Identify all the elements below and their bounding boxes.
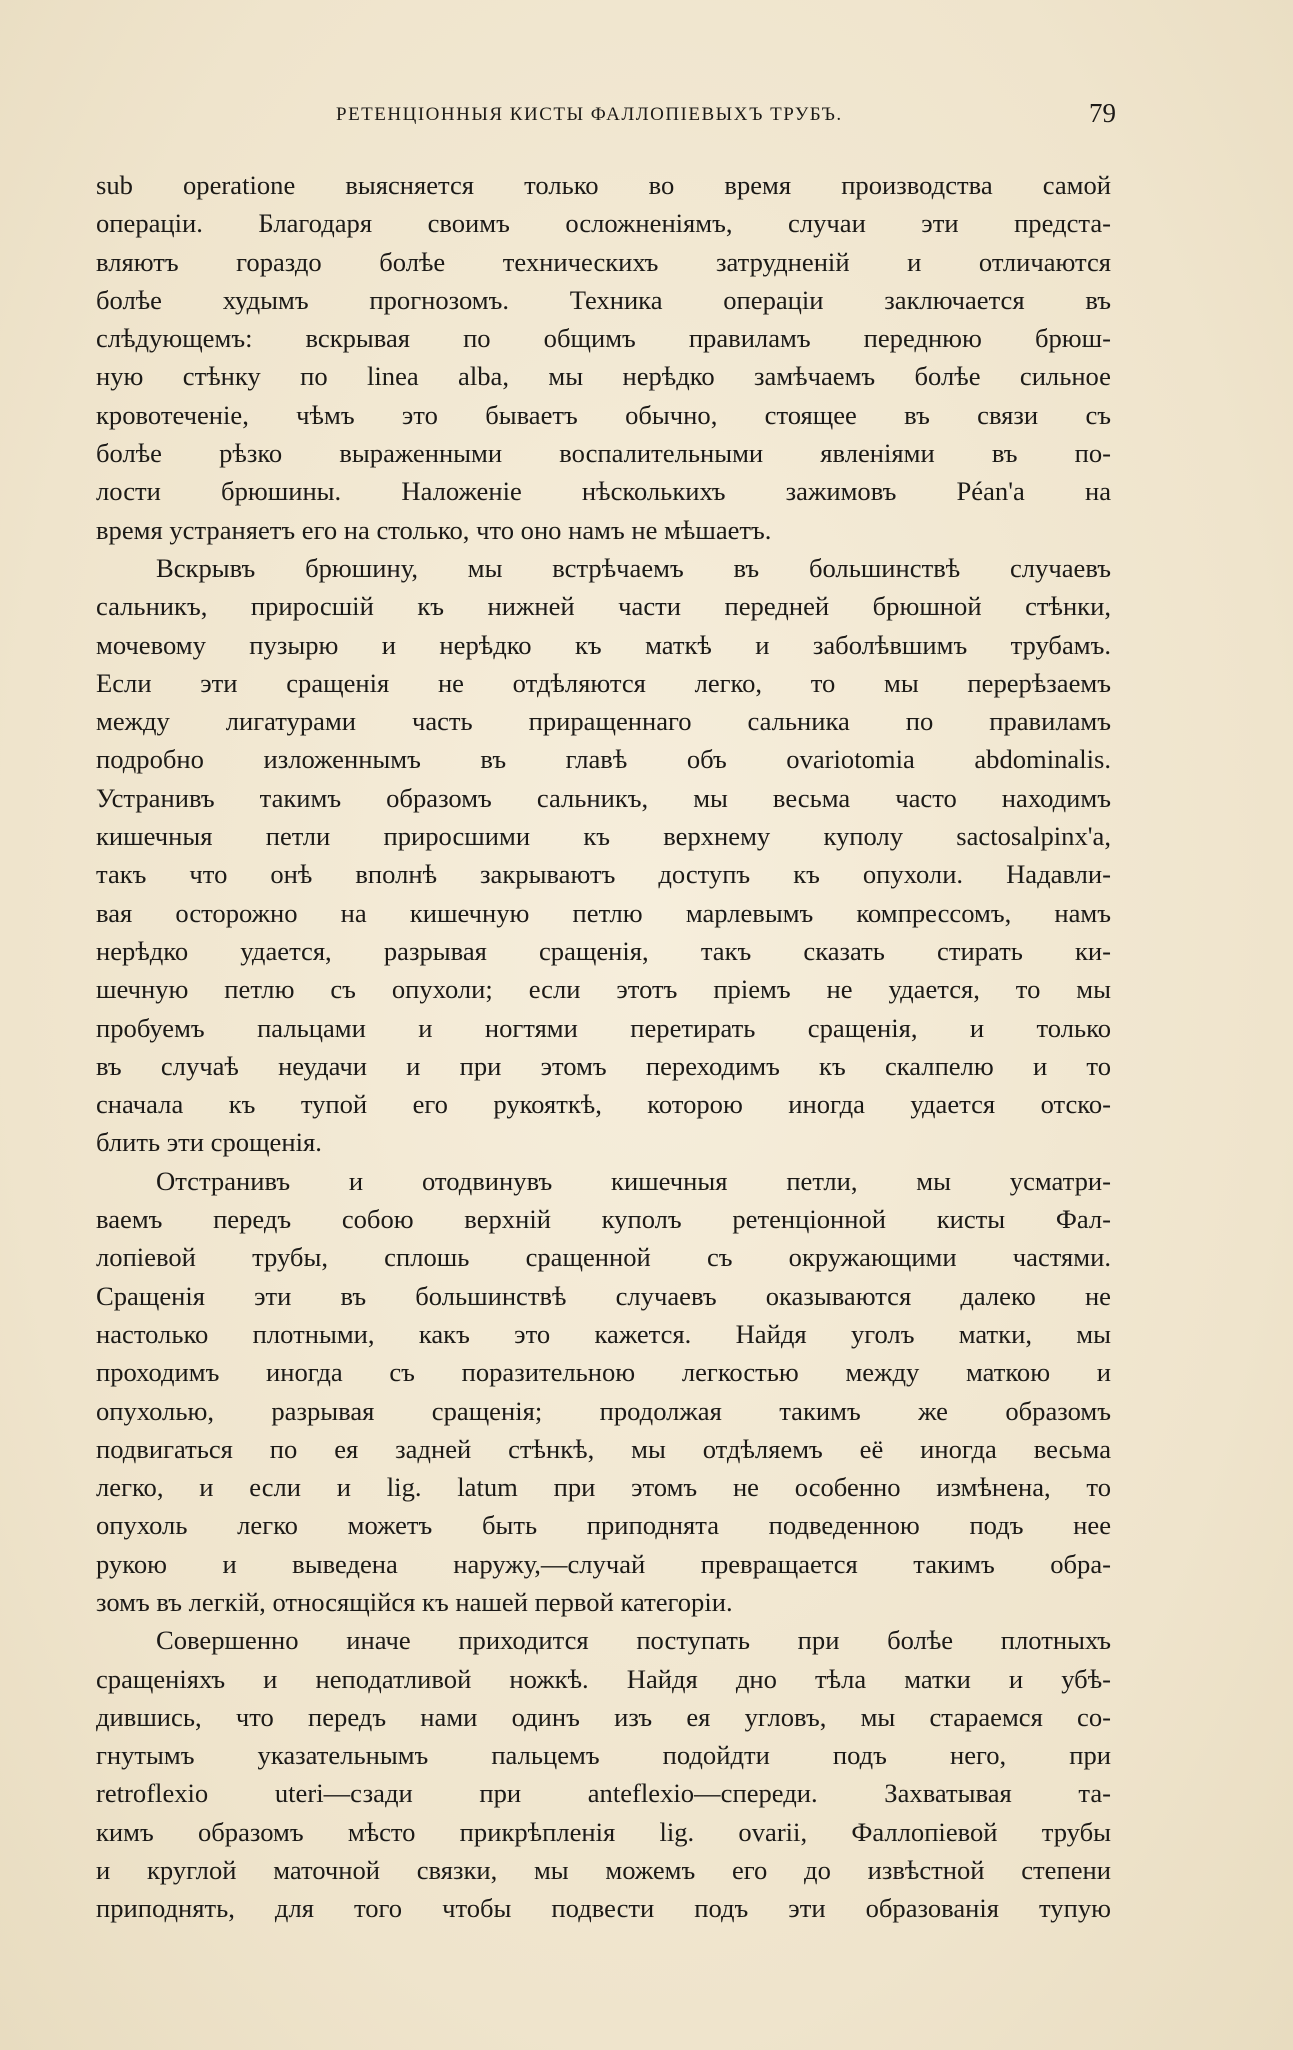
text-line: Вскрывъ брюшину, мы встрѣчаемъ въ большинствѣ случаевъ bbox=[156, 552, 1111, 583]
text-line: retroflexio uteri—сзади при anteflexio—спереди. Захватывая та- bbox=[96, 1778, 1111, 1809]
text-line: приподнять, для того чтобы подвести подъ эти образованія тупую bbox=[96, 1893, 1111, 1924]
text-line: подвигаться по ея задней стѣнкѣ, мы отдѣляемъ её иногда весьма bbox=[96, 1433, 1111, 1464]
text-line: пробуемъ пальцами и ногтями перетирать сращенія, и только bbox=[96, 1012, 1111, 1043]
text-line: и круглой маточной связки, мы можемъ его до извѣстной степени bbox=[96, 1855, 1111, 1886]
text-line: между лигатурами часть приращеннаго сальника по правиламъ bbox=[96, 706, 1111, 737]
text-line: настолько плотными, какъ это кажется. Найдя уголъ матки, мы bbox=[96, 1318, 1111, 1349]
text-line: нерѣдко удается, разрывая сращенія, такъ сказать стирать ки- bbox=[96, 935, 1111, 966]
text-line: лопіевой трубы, сплошь сращенной съ окружающими частями. bbox=[96, 1242, 1111, 1273]
text-line: сальникъ, приросшій къ нижней части передней брюшной стѣнки, bbox=[96, 591, 1111, 622]
text-line: въ случаѣ неудачи и при этомъ переходимъ къ скалпелю и то bbox=[96, 1050, 1111, 1081]
text-line: Устранивъ такимъ образомъ сальникъ, мы весьма часто находимъ bbox=[96, 782, 1111, 813]
text-line: опухолью, разрывая сращенія; продолжая такимъ же образомъ bbox=[96, 1395, 1111, 1426]
page-header bbox=[96, 98, 1116, 138]
text-line: sub operatione выясняется только во время производства самой bbox=[96, 170, 1111, 200]
body-text bbox=[96, 166, 1111, 1928]
text-line: вляютъ гораздо болѣе техническихъ затрудненій и отличаются bbox=[96, 246, 1111, 277]
text-line: операціи. Благодаря своимъ осложненіямъ, случаи эти предста- bbox=[96, 208, 1111, 239]
text-line: такъ что онѣ вполнѣ закрываютъ доступъ къ опухоли. Надавли- bbox=[96, 859, 1111, 890]
text-line: слѣдующемъ: вскрывая по общимъ правиламъ переднюю брюш- bbox=[96, 323, 1111, 354]
text-line: Сращенія эти въ большинствѣ случаевъ оказываются далеко не bbox=[96, 1280, 1111, 1311]
text-line: ваемъ передъ собою верхній куполъ ретенціонной кисты Фал- bbox=[96, 1204, 1111, 1235]
text-line: опухоль легко можетъ быть приподнята подведенною подъ нее bbox=[96, 1510, 1111, 1541]
text-line: кимъ образомъ мѣсто прикрѣпленія lig. ovarii, Фаллопіевой трубы bbox=[96, 1816, 1111, 1847]
text-line: гнутымъ указательнымъ пальцемъ подойдти подъ него, при bbox=[96, 1740, 1111, 1771]
text-line: Совершенно иначе приходится поступать при болѣе плотныхъ bbox=[156, 1625, 1111, 1656]
text-line: мочевому пузырю и нерѣдко къ маткѣ и заболѣвшимъ трубамъ. bbox=[96, 629, 1111, 660]
text-line: ную стѣнку по linea alba, мы нерѣдко замѣчаемъ болѣе сильное bbox=[96, 361, 1111, 392]
text-line: болѣе худымъ прогнозомъ. Техника операціи заключается въ bbox=[96, 284, 1111, 315]
text-line: рукою и выведена наружу,—случай превращается такимъ обра- bbox=[96, 1548, 1111, 1579]
text-line: сначала къ тупой его рукояткѣ, которою иногда удается отско- bbox=[96, 1089, 1111, 1120]
running-head: РЕТЕНЦІОННЫЯ КИСТЫ ФАЛЛОПІЕВЫХЪ ТРУБЪ. bbox=[336, 104, 843, 125]
text-line: сращеніяхъ и неподатливой ножкѣ. Найдя дно тѣла матки и убѣ- bbox=[96, 1663, 1111, 1694]
text-line: болѣе рѣзко выраженными воспалительными явленіями въ по- bbox=[96, 438, 1111, 469]
text-line: легко, и если и lig. latum при этомъ не особенно измѣнена, то bbox=[96, 1472, 1111, 1503]
text-line: Отстранивъ и отодвинувъ кишечныя петли, мы усматри- bbox=[156, 1165, 1111, 1196]
text-line: кровотеченіе, чѣмъ это бываетъ обычно, стоящее въ связи съ bbox=[96, 399, 1111, 430]
text-line: зомъ въ легкій, относящійся къ нашей первой категоріи. bbox=[96, 1586, 733, 1617]
text-line: лости брюшины. Наложеніе нѣсколькихъ зажимовъ Péan'a на bbox=[96, 476, 1111, 507]
text-line: вая осторожно на кишечную петлю марлевымъ компрессомъ, намъ bbox=[96, 897, 1111, 928]
text-line: кишечныя петли приросшими къ верхнему куполу sactosalpinx'a, bbox=[96, 821, 1111, 852]
text-line: блить эти срощенія. bbox=[96, 1127, 322, 1158]
text-line: шечную петлю съ опухоли; если этотъ пріемъ не удается, то мы bbox=[96, 974, 1111, 1005]
text-line: проходимъ иногда съ поразительною легкостью между маткою и bbox=[96, 1357, 1111, 1388]
text-line: подробно изложеннымъ въ главѣ объ ovariotomia abdominalis. bbox=[96, 744, 1111, 775]
text-line: Если эти сращенія не отдѣляются легко, то мы перерѣзаемъ bbox=[96, 667, 1111, 698]
text-line: время устраняетъ его на столько, что оно намъ не мѣшаетъ. bbox=[96, 514, 772, 545]
text-line: дившись, что передъ нами одинъ изъ ея угловъ, мы стараемся со- bbox=[96, 1701, 1111, 1732]
page-number: 79 bbox=[1089, 98, 1116, 128]
